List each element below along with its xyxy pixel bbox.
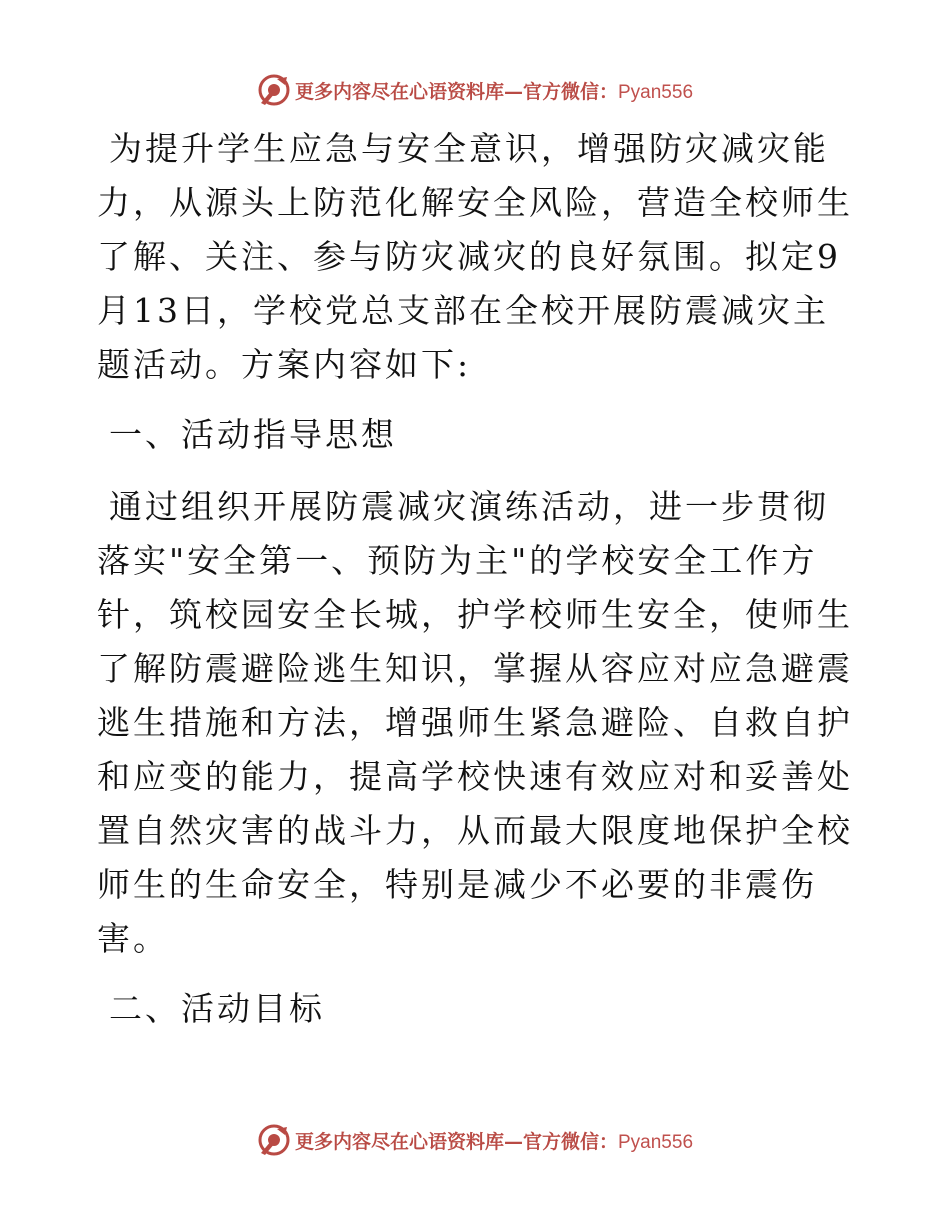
watermark-text: 更多内容尽在心语资料库—官方微信：Pyan556	[294, 80, 694, 103]
wechat-id: Pyan556	[618, 81, 694, 103]
pen-circle-logo-icon	[257, 73, 291, 107]
section-paragraph-1: 通过组织开展防震减灾演练活动，进一步贯彻落实"安全第一、预防为主"的学校安全工作方针，筑校园安全长城，护学校师生安全，使师生了解防震避险逃生知识，掌握从容应对应急避震逃生措施和方法，增强师生紧急避险、自救自护和应变的能力，提高学校快速有效应对和妥善处置自然灾害的战斗力，从而最大限度地保护全校师生的生命安全，特别是减少不必要的非震伤害。	[97, 487, 853, 958]
section-heading-1: 一、活动指导思想	[109, 415, 397, 454]
watermark-text: 更多内容尽在心语资料库—官方微信：Pyan556	[294, 1130, 694, 1153]
document-body	[97, 122, 857, 1036]
footer-watermark	[0, 1120, 950, 1160]
header-watermark	[0, 70, 950, 110]
section-heading-2: 二、活动目标	[109, 989, 325, 1028]
intro-paragraph: 为提升学生应急与安全意识，增强防灾减灾能力，从源头上防范化解安全风险，营造全校师生了解、关注、参与防灾减灾的良好氛围。拟定9月13日，学校党总支部在全校开展防震减灾主题活动。方案内容如下:	[97, 129, 853, 384]
pen-circle-logo-icon	[257, 1123, 291, 1157]
wechat-id: Pyan556	[618, 1131, 694, 1153]
